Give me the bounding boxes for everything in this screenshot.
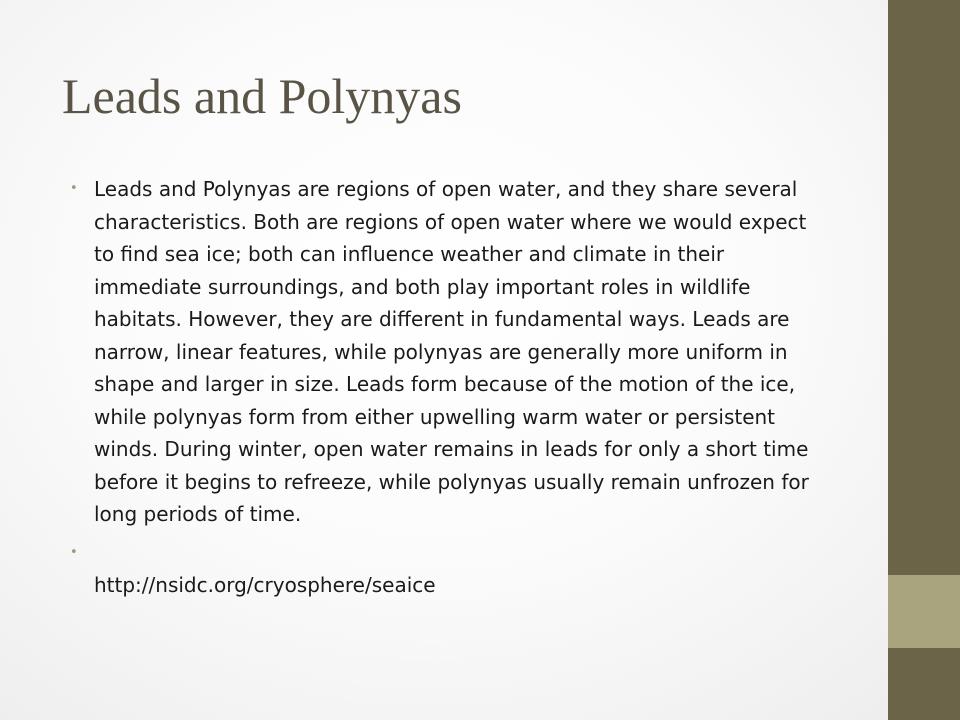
decorative-band-bottom xyxy=(888,648,960,720)
bullet-item-empty xyxy=(70,537,810,570)
bullet-text: Leads and Polynyas are regions of open water, and they share several characteristics. Both are regions of open water where we would expect to find sea ice; both can influence weather and climate in their immediate surroundings, and both play important roles in wildlife habitats. However, they are different in fundamental ways. Leads are narrow, linear features, while polynyas are generally more uniform in shape and larger in size. Leads form because of the motion of the ice, while polynyas form from either upwelling warm water or persistent winds. During winter, open water remains in leads for only a short time before it begins to refreeze, while polynyas usually remain unfrozen for long periods of time. xyxy=(94,177,809,526)
bullet-item-description xyxy=(70,173,810,531)
decorative-band-middle xyxy=(888,575,960,648)
slide-body xyxy=(70,173,810,602)
slide-title: Leads and Polynyas xyxy=(62,68,462,124)
source-link-item xyxy=(70,569,810,602)
decorative-band-top xyxy=(888,0,960,575)
source-link[interactable]: http://nsidc.org/cryosphere/seaice xyxy=(94,573,436,597)
bullet-marker: • xyxy=(70,544,78,560)
bullet-marker: • xyxy=(70,181,78,196)
